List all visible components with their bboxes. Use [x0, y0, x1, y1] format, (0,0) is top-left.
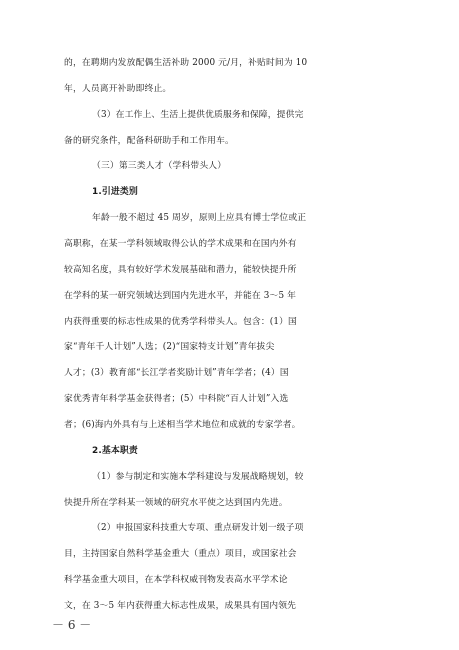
body-text-line: 目，主持国家自然科学基金重大（重点）项目，或国家社会	[64, 549, 297, 560]
body-text-line: （3）在工作上、生活上提供优质服务和保障，提供完	[92, 109, 304, 120]
body-text-line: 年龄一般不超过 45 周岁，原则上应具有博士学位或正	[92, 213, 307, 224]
body-text-line: 高职称，在某一学科领域取得公认的学术成果和在国内外有	[64, 239, 297, 249]
body-text-line: 年，人员离开补助即终止。	[64, 83, 172, 94]
page-number: － 6 －	[52, 618, 92, 632]
body-text-line: 文，在 3～5 年内获得重大标志性成果，成果具有国内领先	[64, 601, 297, 611]
body-text-line: 的，在聘期内发放配偶生活补助 2000 元/月，补贴时间为 10	[64, 58, 308, 68]
body-text-line: 快提升所在学科某一领域的研究水平使之达到国内先进。	[64, 497, 288, 508]
body-text-line: 家优秀青年科学基金获得者；(5）中科院“百人计划”入选	[64, 394, 289, 405]
subsection-heading: 1.引进类别	[92, 187, 138, 198]
body-text-line: 较高知名度，具有较好学术发展基础和潜力，能较快提升所	[64, 264, 297, 275]
body-text-line: 在学科的某一研究领域达到国内先进水平，并能在 3～5 年	[64, 290, 297, 301]
body-text-line: （2）申报国家科技重大专项、重点研发计划一级子项	[92, 523, 304, 534]
body-text-line: 内获得重要的标志性成果的优秀学科带头人。包含：(1）国	[64, 316, 298, 327]
section-heading: （三）第三类人才（学科带头人）	[92, 161, 227, 172]
body-text-line: 家“青年千人计划”人选；(2)“国家特支计划”青年拔尖	[64, 342, 275, 353]
subsection-heading: 2.基本职责	[92, 445, 138, 456]
body-text-line: 备的研究条件，配备科研助手和工作用车。	[64, 135, 234, 146]
body-text-line: （1）参与制定和实施本学科建设与发展战略规划，较	[92, 471, 304, 482]
body-text-line: 科学基金重大项目，在本学科权威刊物发表高水平学术论	[64, 575, 288, 586]
body-text-line: 人才；(3）教育部“长江学者奖励计划”青年学者；(4）国	[64, 368, 289, 379]
body-text-line: 者；(6)海内外具有与上述相当学术地位和成就的专家学者。	[64, 420, 301, 430]
